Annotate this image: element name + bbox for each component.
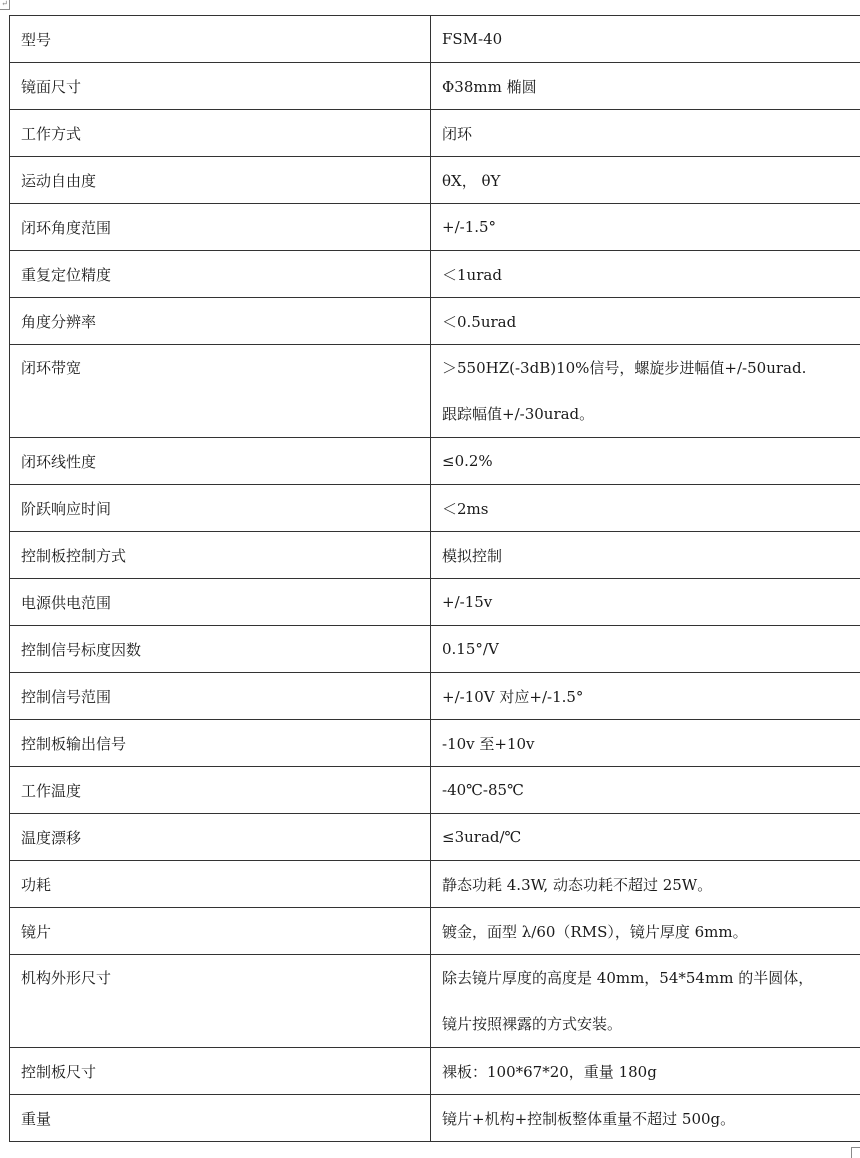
value-text: 静态功耗 4.3W, 动态功耗不超过 25W。	[442, 876, 712, 894]
param-label: 运动自由度	[21, 172, 96, 190]
param-label: 工作温度	[21, 782, 81, 800]
value-cell	[431, 485, 860, 532]
page-corner-mark	[851, 1147, 860, 1158]
param-label: 角度分辨率	[21, 313, 96, 331]
value-text: Φ38mm 椭圆	[442, 78, 537, 96]
param-cell	[10, 63, 431, 110]
table-row	[10, 532, 860, 579]
param-cell	[10, 579, 431, 626]
param-cell	[10, 955, 431, 1048]
value-text: 闭环	[442, 125, 472, 143]
param-cell	[10, 110, 431, 157]
param-label: 重复定位精度	[21, 266, 111, 284]
table-row	[10, 204, 860, 251]
value-text: -40℃-85℃	[442, 781, 524, 799]
param-label: 闭环角度范围	[21, 219, 111, 237]
value-cell	[431, 861, 860, 908]
param-cell	[10, 1048, 431, 1095]
param-cell	[10, 345, 431, 438]
value-cell	[431, 626, 860, 673]
param-cell	[10, 908, 431, 955]
param-cell	[10, 532, 431, 579]
value-text: +/-10V 对应+/-1.5°	[442, 688, 583, 706]
table-row	[10, 298, 860, 345]
value-cell	[431, 298, 860, 345]
param-cell	[10, 485, 431, 532]
table-row	[10, 955, 860, 1048]
value-cell	[431, 673, 860, 720]
param-label: 工作方式	[21, 125, 81, 143]
table-row	[10, 673, 860, 720]
value-text: 模拟控制	[442, 547, 502, 565]
param-label: 镜面尺寸	[21, 78, 81, 96]
param-label: 温度漂移	[21, 829, 81, 847]
param-label: 控制板输出信号	[21, 735, 126, 753]
param-cell	[10, 626, 431, 673]
param-cell	[10, 767, 431, 814]
value-cell	[431, 532, 860, 579]
param-label: 机构外形尺寸	[21, 955, 430, 1001]
param-cell	[10, 861, 431, 908]
table-row	[10, 1048, 860, 1095]
value-cell	[431, 157, 860, 204]
param-label: 控制板尺寸	[21, 1063, 96, 1081]
table-row	[10, 345, 860, 438]
value-cell	[431, 345, 860, 438]
value-text: ≤3urad/℃	[442, 828, 521, 846]
value-text: +/-1.5°	[442, 218, 496, 236]
param-label: 控制信号标度因数	[21, 641, 141, 659]
table-row	[10, 814, 860, 861]
param-label: 电源供电范围	[21, 594, 111, 612]
table-row	[10, 485, 860, 532]
value-text: ＜2ms	[442, 500, 488, 518]
table-row	[10, 63, 860, 110]
table-anchor-mark: ↵	[0, 0, 10, 10]
value-cell	[431, 814, 860, 861]
table-row	[10, 861, 860, 908]
param-cell	[10, 1095, 431, 1142]
table-row	[10, 767, 860, 814]
value-text: 跟踪幅值+/-30urad。	[442, 391, 860, 437]
param-cell	[10, 720, 431, 767]
value-text: ＜0.5urad	[442, 313, 516, 331]
param-cell	[10, 204, 431, 251]
value-text: FSM-40	[442, 30, 502, 48]
value-cell	[431, 908, 860, 955]
value-cell	[431, 1095, 860, 1142]
value-text: 镜片按照裸露的方式安装。	[442, 1001, 860, 1047]
table-row	[10, 16, 860, 63]
value-text: ≤0.2%	[442, 452, 493, 470]
value-cell	[431, 251, 860, 298]
value-cell	[431, 438, 860, 485]
param-cell	[10, 251, 431, 298]
param-label: 闭环带宽	[21, 345, 430, 391]
value-cell	[431, 1048, 860, 1095]
param-label: 镜片	[21, 923, 51, 941]
param-label: 闭环线性度	[21, 453, 96, 471]
param-label: 阶跃响应时间	[21, 500, 111, 518]
table-row	[10, 626, 860, 673]
value-text: 0.15°/V	[442, 640, 499, 658]
value-text: 镀金，面型 λ/60（RMS），镜片厚度 6mm。	[442, 923, 748, 941]
param-label: 型号	[21, 31, 51, 49]
param-label: 功耗	[21, 876, 51, 894]
param-label: 控制信号范围	[21, 688, 111, 706]
table-row	[10, 579, 860, 626]
table-row	[10, 1095, 860, 1142]
value-cell	[431, 204, 860, 251]
spec-table-body	[10, 16, 860, 1142]
table-row	[10, 720, 860, 767]
value-text: ＜1urad	[442, 266, 502, 284]
table-row	[10, 908, 860, 955]
table-row	[10, 438, 860, 485]
param-cell	[10, 157, 431, 204]
param-cell	[10, 16, 431, 63]
value-cell	[431, 110, 860, 157]
value-cell	[431, 720, 860, 767]
param-label: 重量	[21, 1110, 51, 1128]
value-cell	[431, 16, 860, 63]
table-row	[10, 110, 860, 157]
table-row	[10, 251, 860, 298]
param-cell	[10, 298, 431, 345]
value-text: 裸板：100*67*20，重量 180g	[442, 1063, 657, 1081]
value-text: θX， θY	[442, 172, 500, 190]
value-text: -10v 至+10v	[442, 735, 535, 753]
value-cell	[431, 63, 860, 110]
value-text: ＞550HZ(-3dB)10%信号，螺旋步进幅值+/-50urad.	[442, 345, 860, 391]
value-text: +/-15v	[442, 593, 492, 611]
table-row	[10, 157, 860, 204]
value-cell	[431, 579, 860, 626]
value-cell	[431, 955, 860, 1048]
value-cell	[431, 767, 860, 814]
param-label: 控制板控制方式	[21, 547, 126, 565]
param-cell	[10, 673, 431, 720]
spec-table	[9, 15, 860, 1142]
value-text: 除去镜片厚度的高度是 40mm，54*54mm 的半圆体，	[442, 955, 860, 1001]
value-text: 镜片+机构+控制板整体重量不超过 500g。	[442, 1110, 735, 1128]
param-cell	[10, 814, 431, 861]
param-cell	[10, 438, 431, 485]
